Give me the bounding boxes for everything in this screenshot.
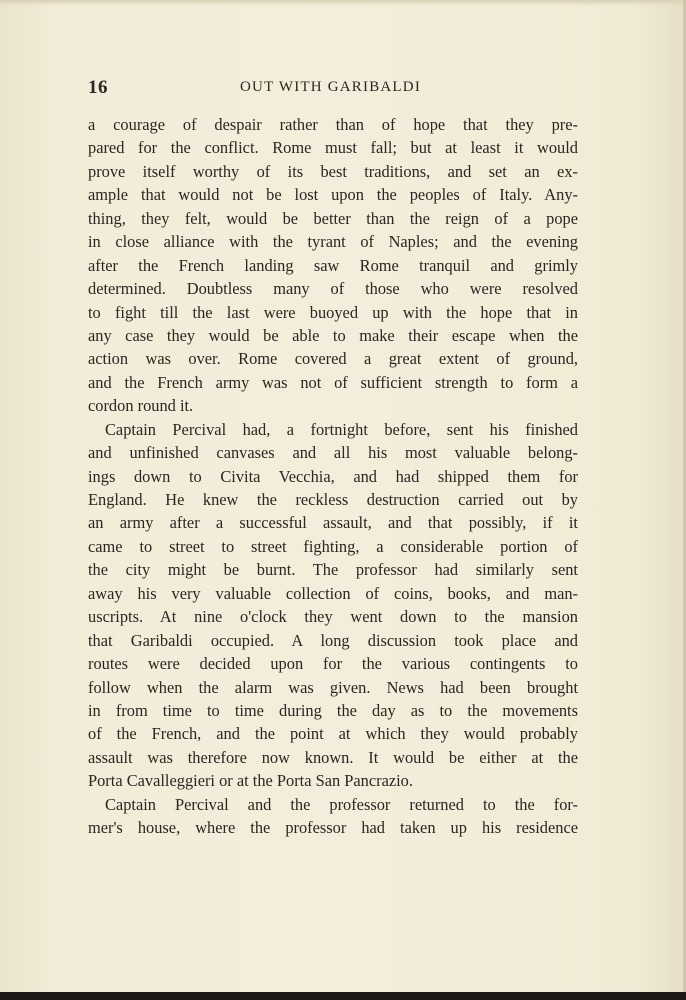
text-line: Porta Cavalleggieri or at the Porta San Pancrazio. — [88, 771, 413, 791]
text-line: and the French army was not of sufficient strength to form a — [88, 372, 578, 392]
text-line: Captain Percival and the professor returned to the for- — [105, 794, 578, 814]
text-line: follow when the alarm was given. News had been brought — [88, 677, 578, 697]
body-text — [88, 113, 578, 840]
page-number: 16 — [88, 77, 108, 98]
text-line: after the French landing saw Rome tranquil and grimly — [88, 255, 578, 275]
text-line: to fight till the last were buoyed up with the hope that in — [88, 302, 578, 322]
page-top-shadow — [0, 0, 686, 6]
page-header — [88, 77, 588, 101]
text-line: and unfinished canvases and all his most valuable belong- — [88, 443, 578, 463]
text-line: a courage of despair rather than of hope that they pre- — [88, 115, 578, 134]
text-line: Captain Percival had, a fortnight before, sent his finished — [105, 419, 578, 439]
text-line: pared for the conflict. Rome must fall; but at least it would — [88, 138, 578, 158]
text-line: ings down to Civita Vecchia, and had shipped them for — [88, 466, 578, 486]
text-line: the city might be burnt. The professor had similarly sent — [88, 560, 578, 580]
text-line: mer's house, where the professor had taken up his residence — [88, 818, 578, 838]
text-line: ample that would not be lost upon the peoples of Italy. Any- — [88, 185, 578, 205]
text-line: away his very valuable collection of coins, books, and man- — [88, 583, 578, 603]
text-line: in close alliance with the tyrant of Naples; and the evening — [88, 232, 578, 252]
text-line: action was over. Rome covered a great extent of ground, — [88, 349, 578, 369]
text-line: came to street to street fighting, a considerable portion of — [88, 536, 578, 556]
page-bottom-edge — [0, 992, 686, 1000]
text-line: England. He knew the reckless destruction carried out by — [88, 490, 578, 509]
text-line: any case they would be able to make their escape when the — [88, 325, 578, 345]
text-line: assault was therefore now known. It would be either at the — [88, 747, 578, 767]
text-line: an army after a successful assault, and that possibly, if it — [88, 513, 578, 533]
text-line: that Garibaldi occupied. A long discussion took place and — [88, 630, 578, 650]
running-head: OUT WITH GARIBALDI — [240, 79, 422, 95]
text-line: of the French, and the point at which they would probably — [88, 724, 578, 744]
text-line: cordon round it. — [88, 396, 194, 416]
text-line: determined. Doubtless many of those who were resolved — [88, 279, 578, 299]
text-line: in from time to time during the day as to the movements — [88, 700, 578, 720]
text-line: uscripts. At nine o'clock they went down to the mansion — [88, 607, 578, 627]
text-line: prove itself worthy of its best traditions, and set an ex- — [88, 161, 578, 181]
text-line: routes were decided upon for the various contingents to — [88, 654, 578, 674]
text-line: thing, they felt, would be better than the reign of a pope — [88, 208, 578, 228]
